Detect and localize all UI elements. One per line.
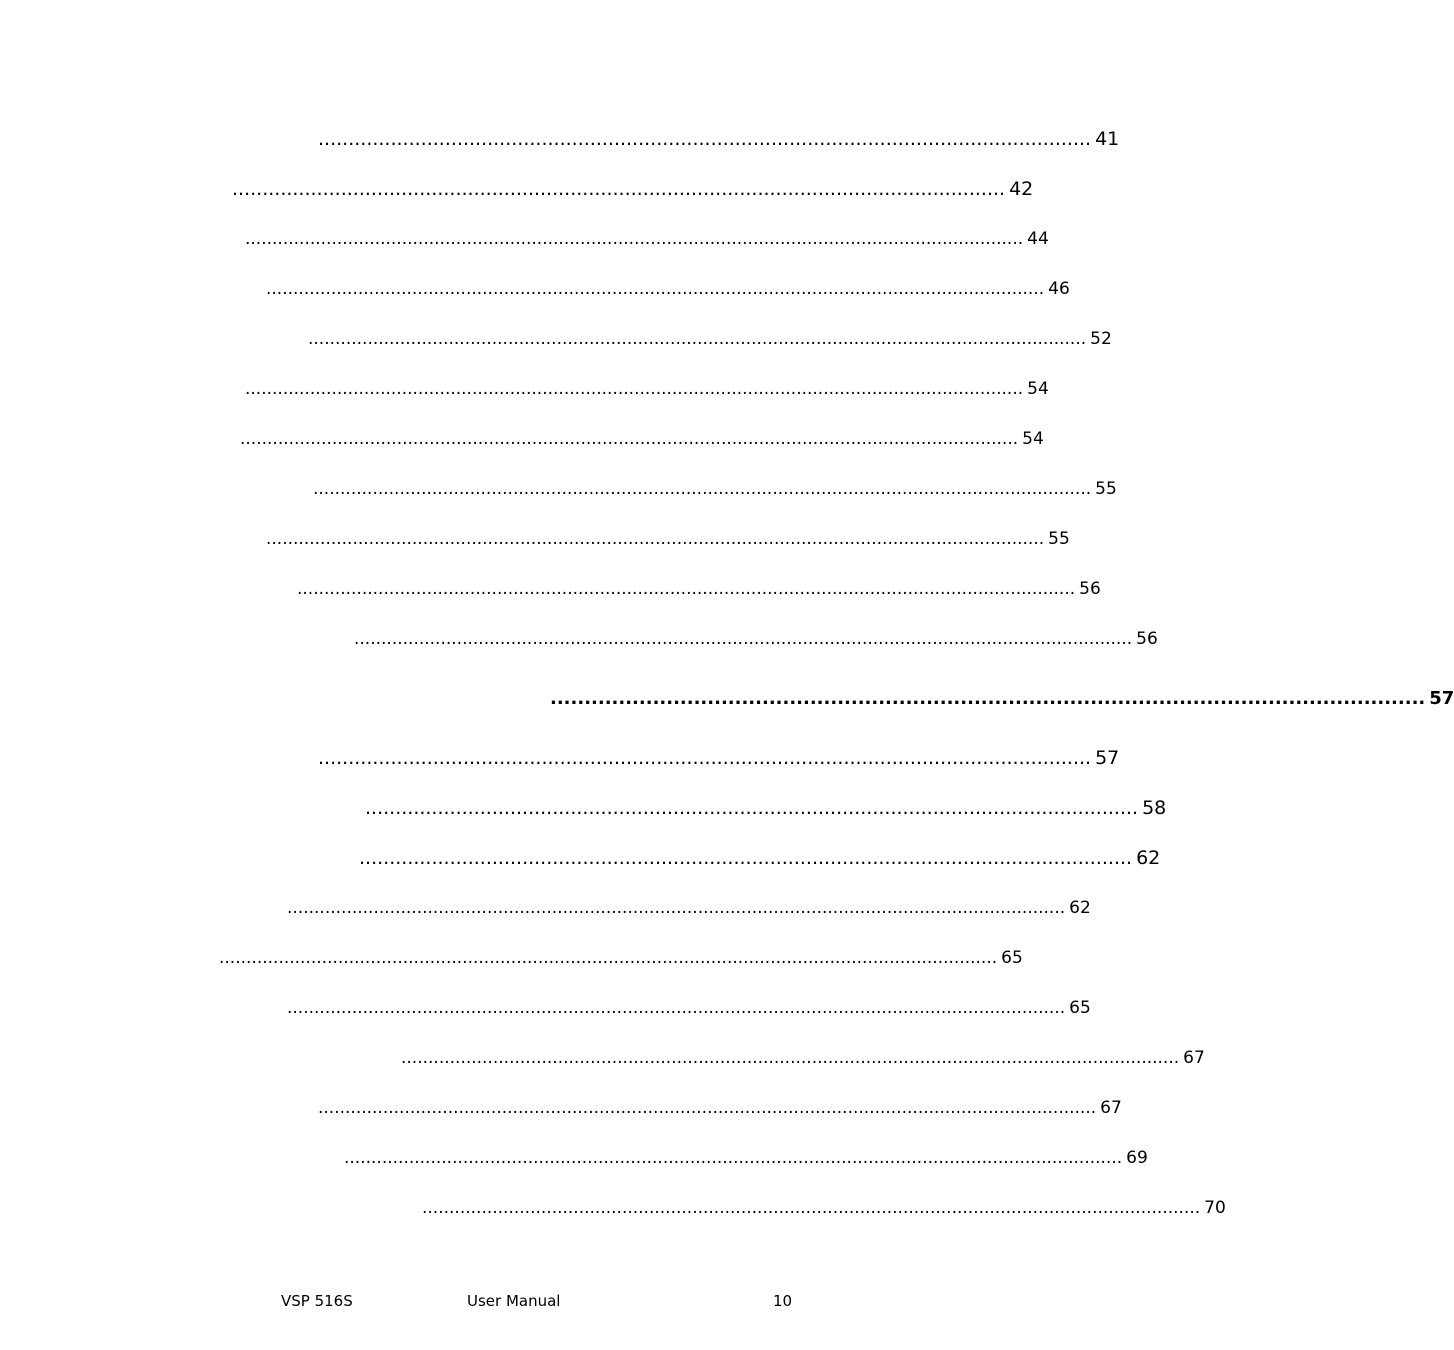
toc-page-number: 70 <box>1204 1198 1226 1218</box>
dot-leader: ................................................................................................................................ <box>232 178 1006 200</box>
toc-entry[interactable] <box>318 747 1120 769</box>
dot-leader: ................................................................................................................................ <box>318 747 1092 769</box>
dot-leader: ................................................................................................................................................ <box>354 629 1133 649</box>
footer-page-number: 10 <box>773 1292 793 1310</box>
toc-page-number: 54 <box>1022 429 1044 449</box>
dot-leader: ................................................................................................................................ <box>365 797 1139 819</box>
toc-page-number: 56 <box>1079 579 1101 599</box>
dot-leader: ................................................................................................................................................ <box>287 998 1066 1018</box>
toc-page-number: 69 <box>1126 1148 1148 1168</box>
toc-entry[interactable] <box>287 898 1091 918</box>
toc-entry[interactable] <box>266 279 1070 299</box>
toc-page-number: 55 <box>1095 479 1117 499</box>
toc-entry[interactable] <box>232 178 1034 200</box>
toc-page-number: 58 <box>1142 797 1167 819</box>
dot-leader: ................................................................................................................................................ <box>297 579 1076 599</box>
toc-page-number: 65 <box>1069 998 1091 1018</box>
toc-entry[interactable] <box>401 1048 1205 1068</box>
toc-entry[interactable] <box>219 948 1023 968</box>
toc-page-number: 42 <box>1009 178 1034 200</box>
toc-entry[interactable] <box>318 1098 1122 1118</box>
toc-entry[interactable] <box>245 229 1049 249</box>
footer-model: VSP 516S <box>281 1292 353 1310</box>
toc-page-number: 55 <box>1048 529 1070 549</box>
toc-entry[interactable] <box>287 998 1091 1018</box>
toc-page-number: 57 <box>1429 688 1454 709</box>
toc-page-number: 65 <box>1001 948 1023 968</box>
dot-leader: ................................................................................................................................................ <box>318 1098 1097 1118</box>
footer-doc-title: User Manual <box>467 1292 561 1310</box>
toc-page-number: 57 <box>1095 747 1120 769</box>
dot-leader: ................................................................................................................................ <box>550 688 1426 709</box>
toc-entry[interactable] <box>297 579 1101 599</box>
dot-leader: ................................................................................................................................................ <box>308 329 1087 349</box>
toc-entry[interactable] <box>422 1198 1226 1218</box>
toc-page-number: 67 <box>1183 1048 1205 1068</box>
toc-entry[interactable] <box>354 629 1158 649</box>
toc-page-number: 62 <box>1069 898 1091 918</box>
toc-page-number: 41 <box>1095 128 1120 150</box>
toc-entry[interactable] <box>359 847 1161 869</box>
toc-entry[interactable] <box>266 529 1070 549</box>
toc-entry-chapter[interactable] <box>550 688 1454 709</box>
dot-leader: ................................................................................................................................................ <box>401 1048 1180 1068</box>
toc-page-number: 56 <box>1136 629 1158 649</box>
dot-leader: ................................................................................................................................ <box>359 847 1133 869</box>
toc-entry[interactable] <box>344 1148 1148 1168</box>
dot-leader: ................................................................................................................................................ <box>240 429 1019 449</box>
toc-page-number: 44 <box>1027 229 1049 249</box>
toc-page-number: 52 <box>1090 329 1112 349</box>
dot-leader: ................................................................................................................................................ <box>287 898 1066 918</box>
dot-leader: ................................................................................................................................................ <box>219 948 998 968</box>
dot-leader: ................................................................................................................................................ <box>245 229 1024 249</box>
dot-leader: ................................................................................................................................ <box>318 128 1092 150</box>
toc-entry[interactable] <box>365 797 1167 819</box>
toc-entry[interactable] <box>308 329 1112 349</box>
dot-leader: ................................................................................................................................................ <box>266 279 1045 299</box>
toc-page-number: 62 <box>1136 847 1161 869</box>
dot-leader: ................................................................................................................................................ <box>245 379 1024 399</box>
dot-leader: ................................................................................................................................................ <box>344 1148 1123 1168</box>
toc-entry[interactable] <box>245 379 1049 399</box>
dot-leader: ................................................................................................................................................ <box>266 529 1045 549</box>
toc-page-number: 54 <box>1027 379 1049 399</box>
dot-leader: ................................................................................................................................................ <box>422 1198 1201 1218</box>
toc-page-number: 67 <box>1100 1098 1122 1118</box>
dot-leader: ................................................................................................................................................ <box>313 479 1092 499</box>
toc-entry[interactable] <box>318 128 1120 150</box>
toc-page-number: 46 <box>1048 279 1070 299</box>
toc-entry[interactable] <box>313 479 1117 499</box>
toc-entry[interactable] <box>240 429 1044 449</box>
